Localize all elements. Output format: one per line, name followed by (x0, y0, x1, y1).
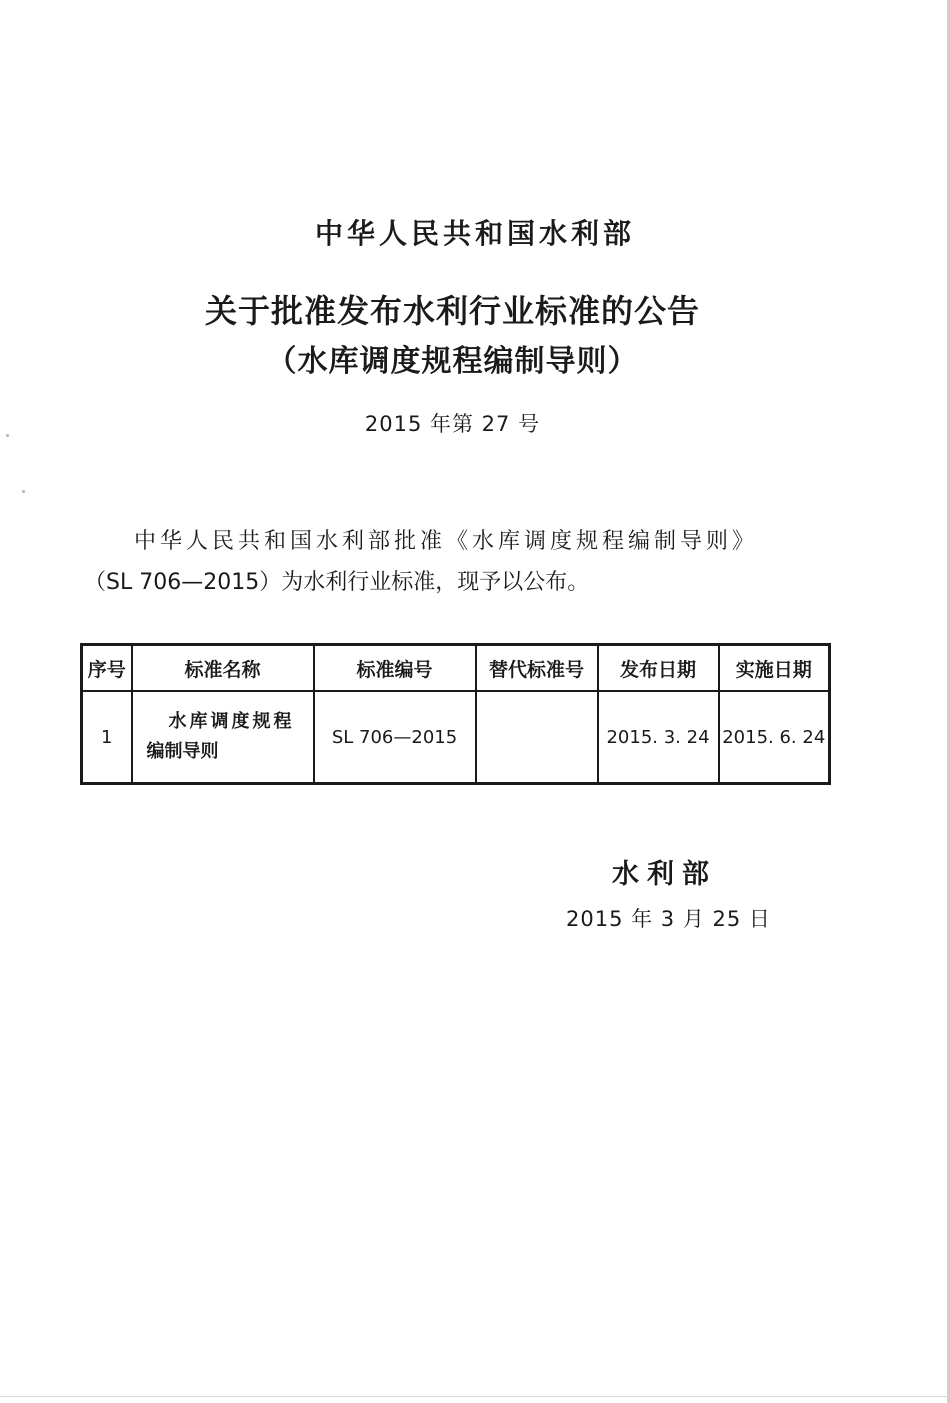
ministry-title: 中华人民共和国水利部 (314, 217, 635, 250)
cell-index: 1 (82, 691, 132, 784)
table-header-row (82, 645, 830, 692)
cell-name-line-2: 编制导则 (146, 741, 219, 762)
notice-subtitle: （水库调度规程编制导则） (266, 344, 639, 379)
header-effective-date: 实施日期 (719, 645, 830, 692)
notice-title: 关于批准发布水利行业标准的公告 (204, 292, 700, 330)
cell-name-line-1: 水库调度规程 (168, 711, 295, 732)
page-edge (0, 1396, 950, 1397)
notice-number: 2015 年第 27 号 (364, 412, 541, 436)
scan-speck (22, 490, 25, 493)
signature-organization: 水利部 (612, 859, 717, 890)
header-index: 序号 (82, 645, 132, 692)
header-name: 标准名称 (132, 645, 314, 692)
announcement-text-line-1: 中华人民共和国水利部批准《水库调度规程编制导则》 (134, 529, 759, 554)
table-row (82, 691, 830, 784)
header-code: 标准编号 (314, 645, 476, 692)
cell-replaces (476, 691, 598, 784)
header-replaces: 替代标准号 (476, 645, 598, 692)
cell-code: SL 706—2015 (314, 691, 476, 784)
announcement-text-line-2: （SL 706—2015）为水利行业标准，现予以公布。 (84, 570, 590, 595)
cell-effective-date: 2015. 6. 24 (719, 691, 830, 784)
signature-date: 2015 年 3 月 25 日 (566, 907, 771, 931)
standards-table (80, 643, 831, 785)
cell-publish-date: 2015. 3. 24 (598, 691, 719, 784)
cell-name (132, 691, 314, 784)
header-publish-date: 发布日期 (598, 645, 719, 692)
